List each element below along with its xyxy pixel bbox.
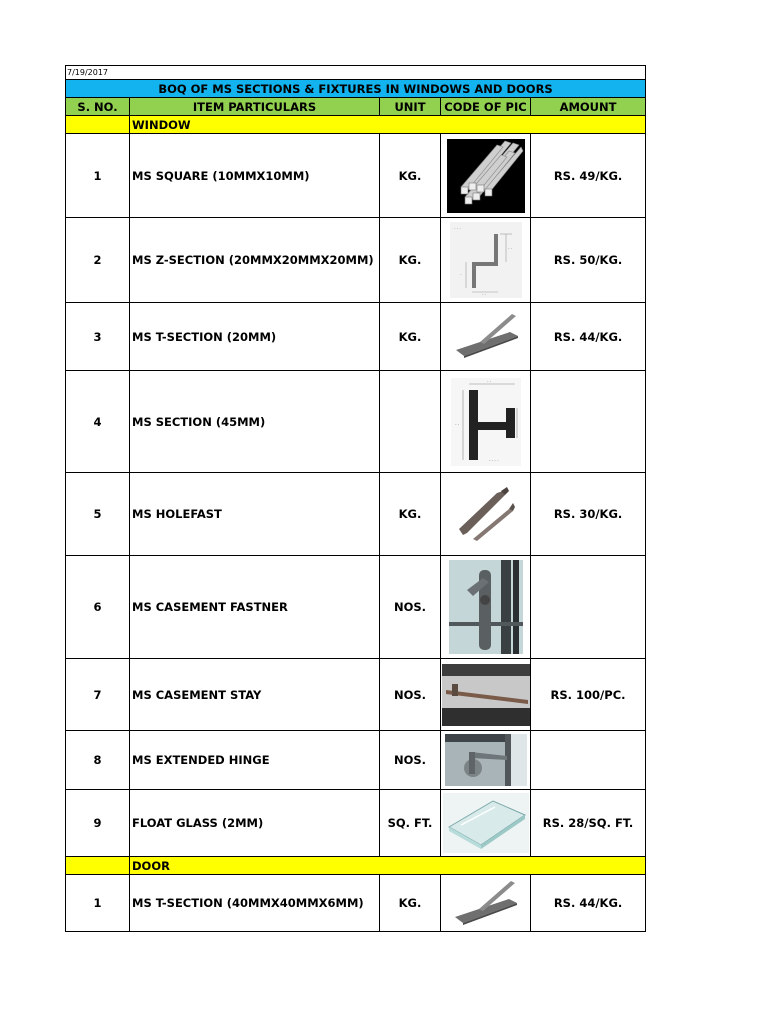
cell-unit: KG. bbox=[380, 473, 441, 556]
boq-table bbox=[65, 65, 646, 932]
cell-sno: 6 bbox=[66, 556, 130, 659]
cell-amount bbox=[531, 556, 646, 659]
cell-amount: RS. 28/SQ. FT. bbox=[531, 790, 646, 857]
z-section-drawing bbox=[450, 222, 522, 298]
cell-pic bbox=[441, 731, 531, 790]
cell-sno: 5 bbox=[66, 473, 130, 556]
svg-text:- - -: - - - bbox=[453, 226, 461, 231]
cell-amount bbox=[531, 731, 646, 790]
cell-amount: RS. 44/KG. bbox=[531, 303, 646, 371]
cell-pic bbox=[441, 303, 531, 371]
cell-item: MS CASEMENT STAY bbox=[130, 659, 380, 731]
cell-amount: RS. 49/KG. bbox=[531, 134, 646, 218]
cell-sno: 8 bbox=[66, 731, 130, 790]
svg-text:-: - bbox=[459, 272, 461, 277]
table-row bbox=[66, 134, 646, 218]
section-row-door bbox=[66, 857, 646, 875]
cell-unit: NOS. bbox=[380, 731, 441, 790]
cell-unit bbox=[380, 371, 441, 473]
svg-text:- -: - - bbox=[486, 378, 491, 384]
svg-text:- -: - - bbox=[481, 292, 486, 297]
section-label: DOOR bbox=[130, 857, 646, 875]
cell-pic bbox=[441, 218, 531, 303]
casement-stay-photo bbox=[442, 664, 530, 726]
cell-item: MS HOLEFAST bbox=[130, 473, 380, 556]
table-row bbox=[66, 473, 646, 556]
section-row-window bbox=[66, 116, 646, 134]
cell-item: MS CASEMENT FASTNER bbox=[130, 556, 380, 659]
table-row bbox=[66, 731, 646, 790]
table-row bbox=[66, 303, 646, 371]
cell-item: MS SQUARE (10MMX10MM) bbox=[130, 134, 380, 218]
cell-pic bbox=[441, 875, 531, 932]
table-row bbox=[66, 875, 646, 932]
cell-sno: 3 bbox=[66, 303, 130, 371]
square-bars-photo bbox=[447, 139, 525, 213]
cell-unit: NOS. bbox=[380, 556, 441, 659]
date-cell: 7/19/2017 bbox=[66, 66, 646, 80]
cell-sno: 7 bbox=[66, 659, 130, 731]
cell-sno: 1 bbox=[66, 875, 130, 932]
table-row bbox=[66, 556, 646, 659]
cell-pic bbox=[441, 659, 531, 731]
cell-pic bbox=[441, 371, 531, 473]
cell-item: MS EXTENDED HINGE bbox=[130, 731, 380, 790]
cell-sno: 1 bbox=[66, 134, 130, 218]
page-title: BOQ OF MS SECTIONS & FIXTURES IN WINDOWS AND DOORS bbox=[66, 80, 646, 98]
cell-sno: 9 bbox=[66, 790, 130, 857]
cell-unit: NOS. bbox=[380, 659, 441, 731]
header-amount: AMOUNT bbox=[531, 98, 646, 116]
cell-pic bbox=[441, 790, 531, 857]
extended-hinge-photo bbox=[445, 734, 527, 786]
header-pic: CODE OF PIC bbox=[441, 98, 531, 116]
cell-pic bbox=[441, 556, 531, 659]
cell-amount: RS. 44/KG. bbox=[531, 875, 646, 932]
cell-pic bbox=[441, 473, 531, 556]
section-label: WINDOW bbox=[130, 116, 646, 134]
cell-unit: KG. bbox=[380, 303, 441, 371]
cell-item: MS SECTION (45MM) bbox=[130, 371, 380, 473]
cell-unit: KG. bbox=[380, 218, 441, 303]
cell-sno: 2 bbox=[66, 218, 130, 303]
t-section-photo bbox=[450, 312, 522, 362]
header-item: ITEM PARTICULARS bbox=[130, 98, 380, 116]
cell-item: FLOAT GLASS (2MM) bbox=[130, 790, 380, 857]
section-profile-drawing bbox=[451, 378, 521, 466]
cell-pic bbox=[441, 134, 531, 218]
cell-item: MS T-SECTION (40MMX40MMX6MM) bbox=[130, 875, 380, 932]
header-unit: UNIT bbox=[380, 98, 441, 116]
cell-amount: RS. 100/PC. bbox=[531, 659, 646, 731]
table-row bbox=[66, 790, 646, 857]
cell-unit: KG. bbox=[380, 134, 441, 218]
cell-amount bbox=[531, 371, 646, 473]
header-row bbox=[66, 98, 646, 116]
svg-text:- -: - - bbox=[454, 421, 459, 427]
cell-sno: 4 bbox=[66, 371, 130, 473]
table-row bbox=[66, 371, 646, 473]
holefast-photo bbox=[453, 483, 519, 545]
svg-text:- -: - - bbox=[507, 246, 512, 251]
svg-text:- - - -: - - - - bbox=[488, 457, 499, 463]
cell-amount: RS. 30/KG. bbox=[531, 473, 646, 556]
cell-unit: KG. bbox=[380, 875, 441, 932]
float-glass-photo bbox=[443, 793, 529, 853]
table-row bbox=[66, 659, 646, 731]
cell-item: MS Z-SECTION (20MMX20MMX20MM) bbox=[130, 218, 380, 303]
table-row bbox=[66, 218, 646, 303]
t-section-photo bbox=[451, 879, 521, 927]
cell-amount: RS. 50/KG. bbox=[531, 218, 646, 303]
header-sno: S. NO. bbox=[66, 98, 130, 116]
cell-unit: SQ. FT. bbox=[380, 790, 441, 857]
cell-item: MS T-SECTION (20MM) bbox=[130, 303, 380, 371]
casement-fastener-photo bbox=[449, 560, 523, 654]
